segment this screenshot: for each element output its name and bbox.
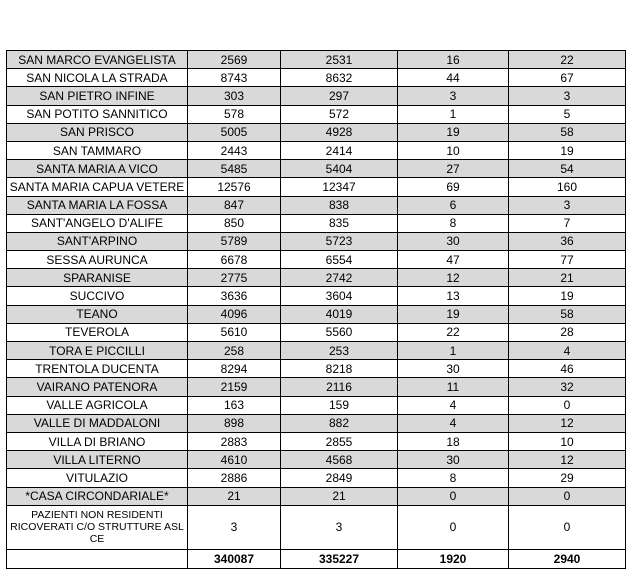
table-row (7, 51, 626, 69)
value-cell-3: 6 (398, 196, 509, 214)
value-cell-1: 8294 (188, 360, 281, 378)
value-cell-1: 2443 (188, 141, 281, 159)
value-cell-2: 4928 (281, 123, 398, 141)
municipality-name-cell: TEVEROLA (7, 323, 188, 341)
value-cell-1: 578 (188, 105, 281, 123)
value-cell-4: 19 (509, 287, 626, 305)
value-cell-3: 16 (398, 51, 509, 69)
value-cell-1: 12576 (188, 178, 281, 196)
value-cell-4: 77 (509, 251, 626, 269)
value-cell-4: 0 (509, 487, 626, 505)
table-row (7, 214, 626, 232)
value-cell-4: 58 (509, 305, 626, 323)
municipality-name-cell: SAN TAMMARO (7, 141, 188, 159)
value-cell-2: 2855 (281, 432, 398, 450)
value-cell-3: 69 (398, 178, 509, 196)
value-cell-1: 5485 (188, 160, 281, 178)
value-cell-3: 19 (398, 123, 509, 141)
table-row (7, 487, 626, 505)
value-cell-2: 4019 (281, 305, 398, 323)
value-cell-3: 30 (398, 451, 509, 469)
data-sheet (6, 50, 625, 569)
municipality-name-cell: SANTA MARIA CAPUA VETERE (7, 178, 188, 196)
table-row (7, 105, 626, 123)
value-cell-2: 8218 (281, 360, 398, 378)
municipality-name-cell: SANT'ANGELO D'ALIFE (7, 214, 188, 232)
value-cell-4: 21 (509, 269, 626, 287)
table-row (7, 87, 626, 105)
value-cell-2: 3604 (281, 287, 398, 305)
municipality-name-cell: SANTA MARIA LA FOSSA (7, 196, 188, 214)
value-cell-3: 19 (398, 305, 509, 323)
value-cell-2: 2116 (281, 378, 398, 396)
municipality-name-cell: VILLA LITERNO (7, 451, 188, 469)
value-cell-1: 847 (188, 196, 281, 214)
value-cell-3: 47 (398, 251, 509, 269)
table-row (7, 232, 626, 250)
municipality-name-cell: TORA E PICCILLI (7, 342, 188, 360)
value-cell-2: 253 (281, 342, 398, 360)
value-cell-1: 2159 (188, 378, 281, 396)
value-cell-3: 8 (398, 469, 509, 487)
table-row (7, 432, 626, 450)
total-cell-2: 335227 (281, 549, 398, 568)
table-row (7, 342, 626, 360)
table-row (7, 269, 626, 287)
value-cell-2: 5723 (281, 232, 398, 250)
value-cell-4: 10 (509, 432, 626, 450)
total-cell-1: 340087 (188, 549, 281, 568)
value-cell-3: 22 (398, 323, 509, 341)
value-cell-4: 160 (509, 178, 626, 196)
table-row (7, 323, 626, 341)
value-cell-4: 5 (509, 105, 626, 123)
value-cell-4: 3 (509, 196, 626, 214)
value-cell-4: 7 (509, 214, 626, 232)
table-row (7, 378, 626, 396)
value-cell-3: 0 (398, 487, 509, 505)
municipality-name-cell: SAN MARCO EVANGELISTA (7, 51, 188, 69)
value-cell-1: 2886 (188, 469, 281, 487)
value-cell-1: 258 (188, 342, 281, 360)
table-row (7, 469, 626, 487)
value-cell-4: 19 (509, 141, 626, 159)
value-cell-1: 303 (188, 87, 281, 105)
value-cell-2: 5560 (281, 323, 398, 341)
value-cell-2: 2849 (281, 469, 398, 487)
value-cell-2: 12347 (281, 178, 398, 196)
totals-label-cell (7, 549, 188, 568)
value-cell-3: 4 (398, 414, 509, 432)
table-row (7, 396, 626, 414)
value-cell-1: 21 (188, 487, 281, 505)
municipality-name-cell: SUCCIVO (7, 287, 188, 305)
value-cell-1: 163 (188, 396, 281, 414)
value-cell-1: 2883 (188, 432, 281, 450)
value-cell-4: 32 (509, 378, 626, 396)
table-row (7, 160, 626, 178)
value-cell-1: 898 (188, 414, 281, 432)
value-cell-4: 0 (509, 396, 626, 414)
value-cell-2: 5404 (281, 160, 398, 178)
municipality-name-cell: SPARANISE (7, 269, 188, 287)
value-cell-3: 4 (398, 396, 509, 414)
table-row (7, 251, 626, 269)
table-row (7, 141, 626, 159)
municipality-name-cell: SANT'ARPINO (7, 232, 188, 250)
municipality-name-cell: VILLA DI BRIANO (7, 432, 188, 450)
value-cell-3: 8 (398, 214, 509, 232)
total-cell-4: 2940 (509, 549, 626, 568)
municipality-name-cell: SAN PIETRO INFINE (7, 87, 188, 105)
municipality-name-cell: SAN POTITO SANNITICO (7, 105, 188, 123)
value-cell-2: 297 (281, 87, 398, 105)
municipality-name-cell: VITULAZIO (7, 469, 188, 487)
municipality-table (6, 50, 626, 569)
value-cell-1: 3636 (188, 287, 281, 305)
value-cell-2: 882 (281, 414, 398, 432)
value-cell-1: 5005 (188, 123, 281, 141)
value-cell-3: 27 (398, 160, 509, 178)
value-cell-2: 2742 (281, 269, 398, 287)
value-cell-4: 12 (509, 414, 626, 432)
value-cell-3: 44 (398, 69, 509, 87)
table-row (7, 178, 626, 196)
value-cell-3: 10 (398, 141, 509, 159)
value-cell-4: 54 (509, 160, 626, 178)
total-cell-3: 1920 (398, 549, 509, 568)
value-cell-3: 13 (398, 287, 509, 305)
municipality-name-cell: SAN NICOLA LA STRADA (7, 69, 188, 87)
value-cell-4: 67 (509, 69, 626, 87)
table-row (7, 360, 626, 378)
table-body (7, 51, 626, 569)
value-cell-4: 46 (509, 360, 626, 378)
value-cell-3: 12 (398, 269, 509, 287)
value-cell-1: 6678 (188, 251, 281, 269)
value-cell-4: 36 (509, 232, 626, 250)
value-cell-3: 0 (398, 505, 509, 549)
value-cell-4: 3 (509, 87, 626, 105)
municipality-name-cell: *CASA CIRCONDARIALE* (7, 487, 188, 505)
value-cell-4: 29 (509, 469, 626, 487)
value-cell-3: 18 (398, 432, 509, 450)
table-row (7, 196, 626, 214)
value-cell-4: 0 (509, 505, 626, 549)
value-cell-3: 1 (398, 105, 509, 123)
table-row (7, 451, 626, 469)
municipality-name-cell: SAN PRISCO (7, 123, 188, 141)
value-cell-2: 21 (281, 487, 398, 505)
value-cell-2: 159 (281, 396, 398, 414)
municipality-name-cell: SANTA MARIA A VICO (7, 160, 188, 178)
value-cell-2: 838 (281, 196, 398, 214)
value-cell-1: 4610 (188, 451, 281, 469)
table-row (7, 69, 626, 87)
value-cell-2: 4568 (281, 451, 398, 469)
value-cell-2: 2531 (281, 51, 398, 69)
value-cell-4: 4 (509, 342, 626, 360)
municipality-name-cell: VAIRANO PATENORA (7, 378, 188, 396)
value-cell-2: 8632 (281, 69, 398, 87)
value-cell-1: 5610 (188, 323, 281, 341)
value-cell-1: 3 (188, 505, 281, 549)
value-cell-2: 6554 (281, 251, 398, 269)
municipality-name-cell: VALLE AGRICOLA (7, 396, 188, 414)
value-cell-3: 1 (398, 342, 509, 360)
value-cell-1: 2775 (188, 269, 281, 287)
value-cell-1: 4096 (188, 305, 281, 323)
value-cell-1: 850 (188, 214, 281, 232)
value-cell-2: 835 (281, 214, 398, 232)
municipality-name-cell: VALLE DI MADDALONI (7, 414, 188, 432)
municipality-name-cell: SESSA AURUNCA (7, 251, 188, 269)
value-cell-3: 3 (398, 87, 509, 105)
totals-row (7, 549, 626, 568)
municipality-name-cell: PAZIENTI NON RESIDENTI RICOVERATI C/O STRUTTURE ASL CE (7, 505, 188, 549)
value-cell-2: 572 (281, 105, 398, 123)
value-cell-3: 30 (398, 232, 509, 250)
municipality-name-cell: TRENTOLA DUCENTA (7, 360, 188, 378)
value-cell-4: 12 (509, 451, 626, 469)
value-cell-1: 2569 (188, 51, 281, 69)
municipality-name-cell: TEANO (7, 305, 188, 323)
value-cell-3: 30 (398, 360, 509, 378)
table-row (7, 123, 626, 141)
value-cell-4: 28 (509, 323, 626, 341)
table-row (7, 305, 626, 323)
value-cell-4: 22 (509, 51, 626, 69)
value-cell-2: 2414 (281, 141, 398, 159)
table-row (7, 505, 626, 549)
value-cell-1: 5789 (188, 232, 281, 250)
table-row (7, 414, 626, 432)
value-cell-3: 11 (398, 378, 509, 396)
value-cell-1: 8743 (188, 69, 281, 87)
value-cell-4: 58 (509, 123, 626, 141)
table-row (7, 287, 626, 305)
value-cell-2: 3 (281, 505, 398, 549)
